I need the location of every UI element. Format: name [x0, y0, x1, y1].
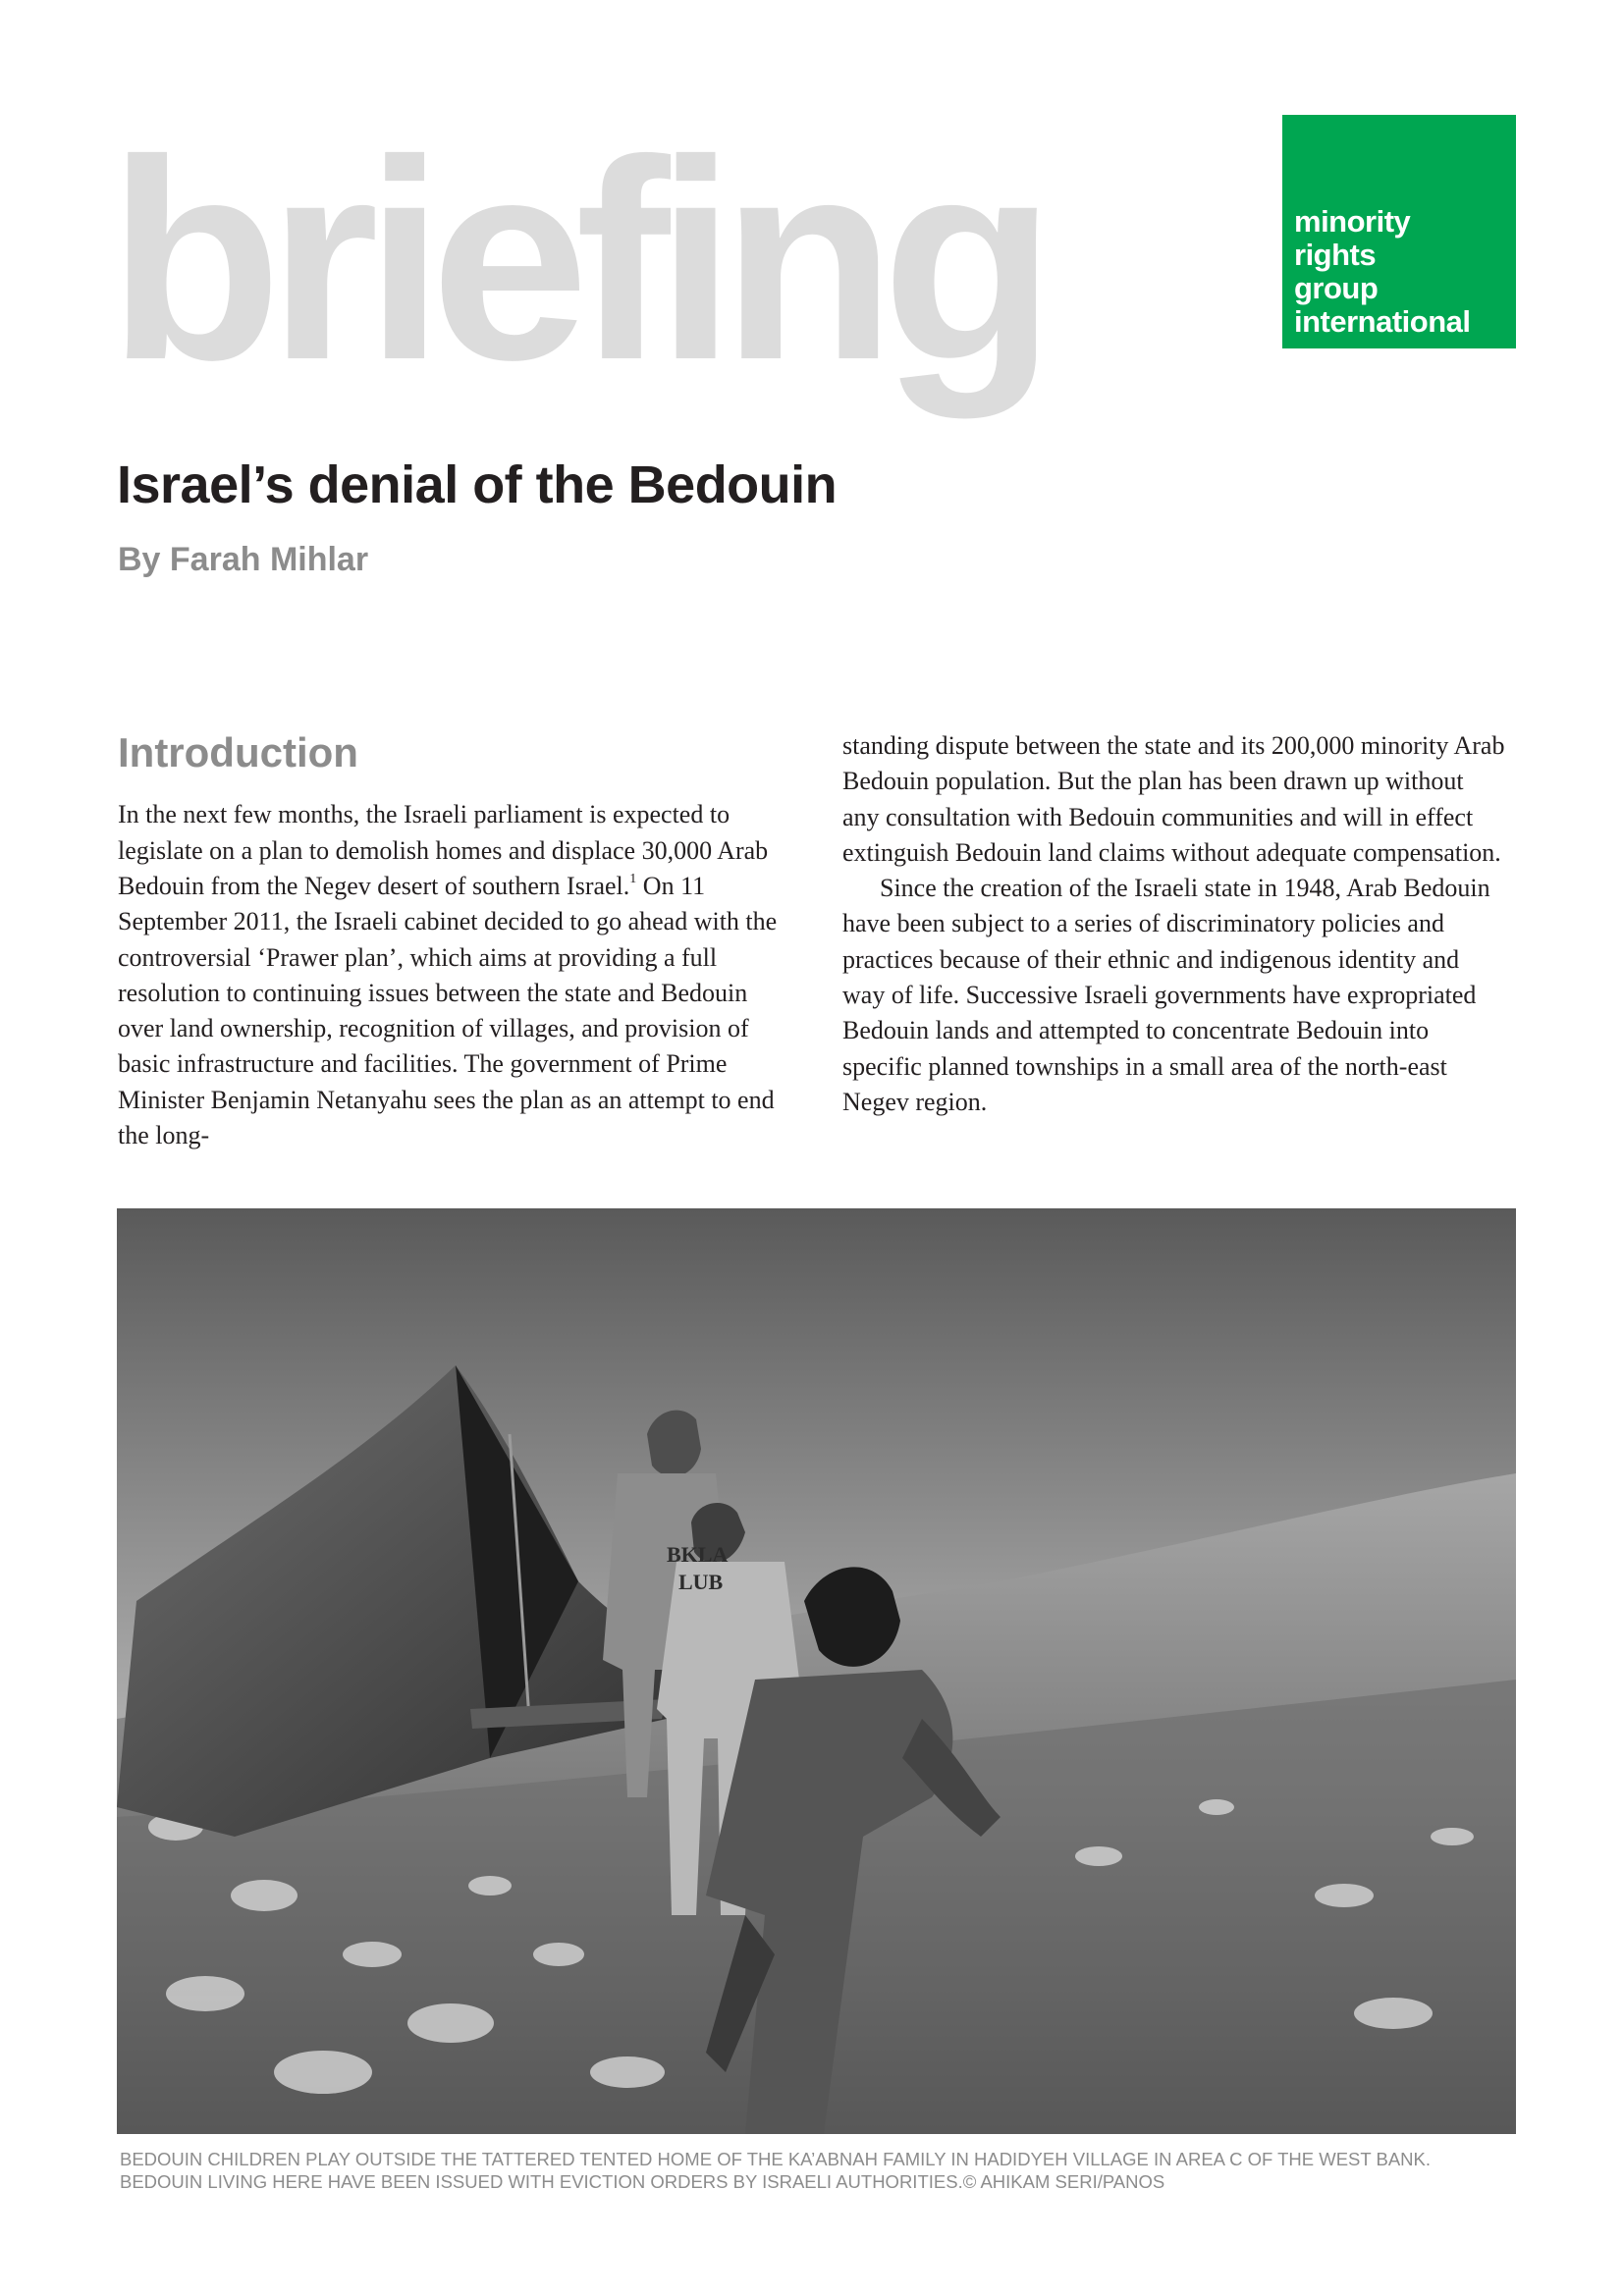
intro-paragraph-1-continued: standing dispute between the state and its 200,000 minority Arab Bedouin population. But the plan has been drawn up without any consultation with Bedouin communities and will in effect extinguish Bedouin land claims without adequate compensation.: [842, 731, 1505, 867]
shirt-text: LUB: [678, 1570, 724, 1594]
photo-caption: BEDOUIN CHILDREN PLAY OUTSIDE THE TATTERED TENTED HOME OF THE KA’ABNAH FAMILY IN HADIDYEH VILLAGE IN AREA C OF THE WEST BANK. BEDOUIN LIVING HERE HAVE BEEN ISSUED WITH EVICTION ORDERS BY ISRAELI AUTHORITIES.© AHIKAM SERI/PANOS: [120, 2149, 1432, 2192]
shirt-text: BKLA: [667, 1542, 729, 1567]
footnote-marker[interactable]: 1: [629, 871, 637, 886]
intro-paragraph-2: Since the creation of the Israeli state in 1948, Arab Bedouin have been subject to a series of discriminatory policies and practices because of their ethnic and indigenous identity and way of life. Successive Israeli governments have expropriated Bedouin lands and attempted to concentrate Bedouin into specific planned townships in a small area of the north-east Negev region.: [842, 874, 1490, 1116]
paragraph-text: to legislate on a plan to demolish homes and displace 30,000 Arab Bedouin from the Negev desert of southern Israel.: [118, 800, 769, 900]
paragraph-text: In the next few months, the Israeli parliament is expected: [118, 800, 710, 829]
text-column-left: [118, 728, 793, 1153]
intro-paragraph-1-start: [118, 797, 793, 1153]
section-heading: Introduction: [118, 729, 358, 775]
paragraph-text: On 11 September 2011, the Israeli cabinet decided to go ahead with the controversial ‘Prawer plan’, which aims at providing a full resolution to continuing issues between the state and Bedouin over land ownership, recognition of villages, and provision of basic infrastructure and facilities. The government of Prime Minister Benjamin Netanyahu sees the plan as an attempt to end the long-: [118, 871, 778, 1150]
masthead-title: briefing: [108, 101, 1043, 419]
logo-line: minority: [1294, 204, 1411, 239]
briefing-title: Israel’s denial of the Bedouin: [117, 455, 838, 514]
mrg-logo: [1282, 115, 1516, 348]
logo-line: rights: [1294, 238, 1377, 272]
author-byline: By Farah Mihlar: [118, 541, 369, 578]
text-column-right: [842, 728, 1506, 1120]
bedouin-children-photo: [117, 1208, 1516, 2134]
logo-line: international: [1294, 304, 1471, 339]
logo-line: group: [1294, 271, 1379, 305]
